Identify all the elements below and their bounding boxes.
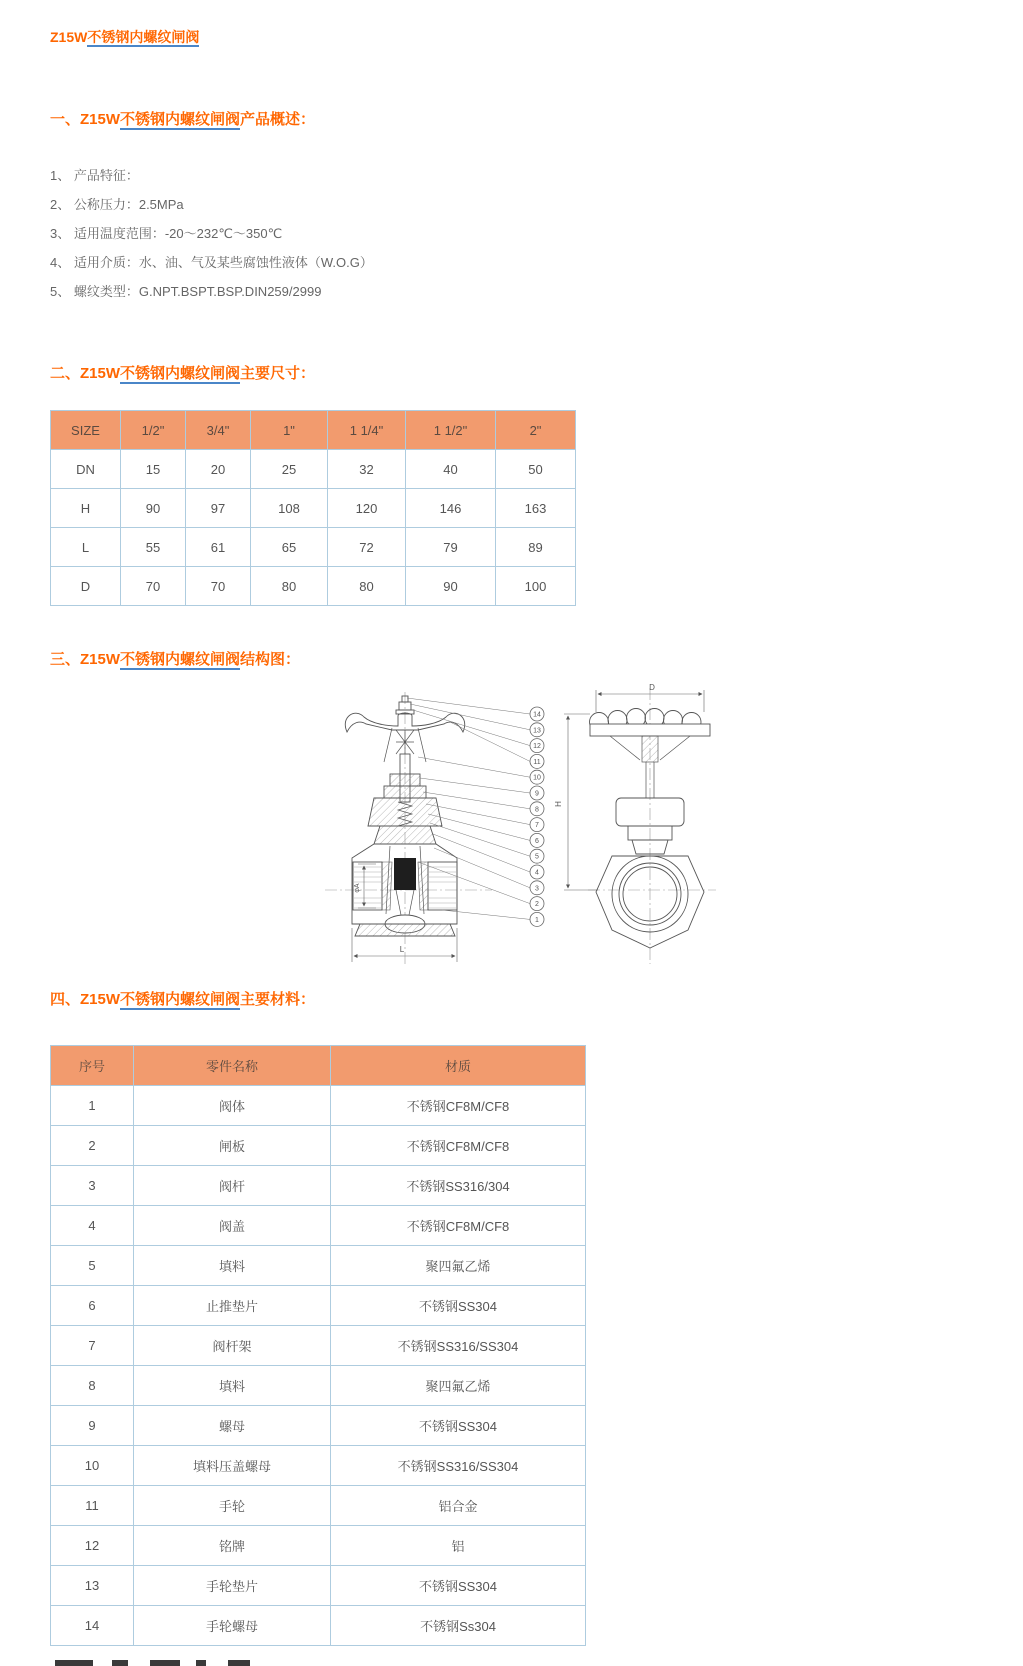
table-row bbox=[51, 1366, 586, 1406]
cell: 10 bbox=[51, 1446, 134, 1486]
table-row bbox=[51, 450, 576, 489]
cell: H bbox=[51, 489, 121, 528]
cutoff-text-fragment bbox=[112, 1660, 128, 1666]
cell: 不锈钢SS316/SS304 bbox=[331, 1446, 586, 1486]
cell: 阀盖 bbox=[134, 1206, 331, 1246]
overview-list-item: 1、 产品特征： bbox=[50, 168, 139, 183]
table-row bbox=[51, 1606, 586, 1646]
packing-gland-nut bbox=[390, 774, 420, 786]
header-cell: 1" bbox=[251, 411, 328, 450]
header-cell: 材质 bbox=[331, 1046, 586, 1086]
heading-text: 一、Z15W bbox=[50, 111, 121, 128]
cell: 闸板 bbox=[134, 1126, 331, 1166]
dim-label-l: L bbox=[399, 945, 405, 954]
cutoff-text-fragment bbox=[228, 1660, 250, 1666]
cell: 80 bbox=[328, 567, 406, 606]
heading-text: 三、Z15W bbox=[50, 651, 121, 668]
cutoff-text-fragment bbox=[55, 1660, 93, 1666]
table-row bbox=[51, 1486, 586, 1526]
valve-side-view bbox=[554, 683, 716, 964]
cell: 铝 bbox=[331, 1526, 586, 1566]
heading-link[interactable]: 不锈钢内螺纹闸阀 bbox=[120, 991, 241, 1008]
cell: 15 bbox=[121, 450, 186, 489]
cell: 70 bbox=[121, 567, 186, 606]
header-cell: 1 1/2" bbox=[406, 411, 496, 450]
heading-text: 产品概述： bbox=[240, 111, 316, 128]
cutoff-text-fragment bbox=[150, 1660, 180, 1666]
callout-number: 12 bbox=[533, 743, 541, 751]
cell: 90 bbox=[406, 567, 496, 606]
cutoff-text-fragment bbox=[196, 1660, 206, 1666]
cell: D bbox=[51, 567, 121, 606]
union-nut bbox=[374, 826, 436, 844]
cell: DN bbox=[51, 450, 121, 489]
page-title-prefix: Z15W bbox=[50, 29, 88, 45]
callout-number: 11 bbox=[533, 758, 541, 766]
cell: 6 bbox=[51, 1286, 134, 1326]
table-header-row bbox=[51, 411, 576, 450]
overview-list-item: 5、 螺纹类型：G.NPT.BSPT.BSP.DIN259/2999 bbox=[50, 284, 322, 299]
callout-number: 14 bbox=[533, 711, 541, 719]
heading-text: 四、Z15W bbox=[50, 991, 121, 1008]
section-heading-dimensions bbox=[50, 362, 315, 383]
gland-flange bbox=[384, 786, 426, 798]
cell: 填料 bbox=[134, 1246, 331, 1286]
cell: 20 bbox=[186, 450, 251, 489]
cell: 不锈钢SS304 bbox=[331, 1406, 586, 1446]
heading-link[interactable]: 不锈钢内螺纹闸阀 bbox=[120, 365, 241, 382]
table-row bbox=[51, 1286, 586, 1326]
section-heading-structure bbox=[50, 648, 300, 669]
heading-link[interactable]: 不锈钢内螺纹闸阀 bbox=[120, 111, 241, 128]
cell: 3 bbox=[51, 1166, 134, 1206]
cell: 61 bbox=[186, 528, 251, 567]
cell: 163 bbox=[496, 489, 576, 528]
callout-leader-13 bbox=[410, 704, 530, 730]
dimensions-table bbox=[50, 410, 576, 606]
cell: 手轮 bbox=[134, 1486, 331, 1526]
table-row bbox=[51, 1326, 586, 1366]
header-cell: 3/4" bbox=[186, 411, 251, 450]
callout-number: 13 bbox=[533, 727, 541, 735]
table-row bbox=[51, 1086, 586, 1126]
table-row bbox=[51, 1566, 586, 1606]
dim-label-phi-a: φA bbox=[354, 883, 361, 893]
callout-number: 5 bbox=[535, 853, 539, 861]
callout-number: 4 bbox=[535, 869, 539, 877]
cell: 50 bbox=[496, 450, 576, 489]
callout-number: 3 bbox=[535, 885, 539, 893]
cell: 79 bbox=[406, 528, 496, 567]
cell: 7 bbox=[51, 1326, 134, 1366]
cell: 97 bbox=[186, 489, 251, 528]
materials-table bbox=[50, 1045, 586, 1646]
cell: 不锈钢SS316/304 bbox=[331, 1166, 586, 1206]
cell: 89 bbox=[496, 528, 576, 567]
cell: 65 bbox=[251, 528, 328, 567]
header-cell: 零件名称 bbox=[134, 1046, 331, 1086]
header-cell: 1/2" bbox=[121, 411, 186, 450]
cell: 25 bbox=[251, 450, 328, 489]
callout-leader-12 bbox=[413, 710, 530, 746]
cell: 阀体 bbox=[134, 1086, 331, 1126]
cell: 聚四氟乙烯 bbox=[331, 1366, 586, 1406]
table-row bbox=[51, 1166, 586, 1206]
page-title-link[interactable]: 不锈钢内螺纹闸阀 bbox=[87, 29, 200, 45]
callout-number: 1 bbox=[535, 916, 539, 924]
heading-link[interactable]: 不锈钢内螺纹闸阀 bbox=[120, 651, 241, 668]
table-header-row bbox=[51, 1046, 586, 1086]
callout-leader-4 bbox=[433, 834, 530, 872]
cell: 不锈钢CF8M/CF8 bbox=[331, 1126, 586, 1166]
table-row bbox=[51, 1206, 586, 1246]
dim-h bbox=[564, 714, 598, 890]
cell: 聚四氟乙烯 bbox=[331, 1246, 586, 1286]
callout-leader-5 bbox=[430, 823, 530, 856]
heading-text: 主要材料： bbox=[240, 991, 316, 1008]
overview-list-item: 3、 适用温度范围：-20～232℃～350℃ bbox=[50, 226, 283, 241]
cell: 螺母 bbox=[134, 1406, 331, 1446]
cell: 手轮螺母 bbox=[134, 1606, 331, 1646]
callout-leader-14 bbox=[407, 698, 530, 714]
cell: 手轮垫片 bbox=[134, 1566, 331, 1606]
cell: 8 bbox=[51, 1366, 134, 1406]
heading-text: 主要尺寸： bbox=[240, 365, 316, 382]
callout-number: 9 bbox=[535, 790, 539, 798]
cell: 9 bbox=[51, 1406, 134, 1446]
callout-leader-2 bbox=[418, 862, 530, 904]
cell: 72 bbox=[328, 528, 406, 567]
callout-leader-7 bbox=[426, 804, 530, 825]
cell: 108 bbox=[251, 489, 328, 528]
cell: 不锈钢SS304 bbox=[331, 1286, 586, 1326]
cell: 1 bbox=[51, 1086, 134, 1126]
cell: 14 bbox=[51, 1606, 134, 1646]
cell: 止推垫片 bbox=[134, 1286, 331, 1326]
table-row bbox=[51, 489, 576, 528]
cell: 铭牌 bbox=[134, 1526, 331, 1566]
cell: 80 bbox=[251, 567, 328, 606]
section-heading-overview bbox=[50, 108, 315, 129]
dim-label-h: H bbox=[554, 801, 563, 807]
table-row bbox=[51, 1446, 586, 1486]
table-row bbox=[51, 567, 576, 606]
valve-section-view bbox=[325, 692, 492, 964]
table-row bbox=[51, 1126, 586, 1166]
header-cell: 1 1/4" bbox=[328, 411, 406, 450]
cell: 5 bbox=[51, 1246, 134, 1286]
cell: 阀杆 bbox=[134, 1166, 331, 1206]
cell: 不锈钢Ss304 bbox=[331, 1606, 586, 1646]
cell: 55 bbox=[121, 528, 186, 567]
header-cell: SIZE bbox=[51, 411, 121, 450]
callout-leader-1 bbox=[442, 910, 530, 919]
cell: 不锈钢CF8M/CF8 bbox=[331, 1086, 586, 1126]
cell: 阀杆架 bbox=[134, 1326, 331, 1366]
table-row bbox=[51, 1406, 586, 1446]
cell: 不锈钢SS316/SS304 bbox=[331, 1326, 586, 1366]
gate-disc bbox=[394, 858, 416, 890]
table-row bbox=[51, 1526, 586, 1566]
cell: 填料 bbox=[134, 1366, 331, 1406]
cell: 90 bbox=[121, 489, 186, 528]
cell: 2 bbox=[51, 1126, 134, 1166]
cell: 146 bbox=[406, 489, 496, 528]
callout-leader-10 bbox=[418, 757, 530, 777]
cell: 12 bbox=[51, 1526, 134, 1566]
callout-leader-9 bbox=[420, 778, 530, 793]
cell: 4 bbox=[51, 1206, 134, 1246]
callout-number: 8 bbox=[535, 806, 539, 814]
cell: 11 bbox=[51, 1486, 134, 1526]
valve-structure-diagram bbox=[300, 662, 720, 974]
section-heading-materials bbox=[50, 988, 315, 1009]
header-cell: 2" bbox=[496, 411, 576, 450]
cell: 40 bbox=[406, 450, 496, 489]
table-row bbox=[51, 1246, 586, 1286]
cell: 填料压盖螺母 bbox=[134, 1446, 331, 1486]
page-title bbox=[50, 27, 199, 47]
heading-text: 二、Z15W bbox=[50, 365, 121, 382]
cell: L bbox=[51, 528, 121, 567]
cell: 铝合金 bbox=[331, 1486, 586, 1526]
overview-list bbox=[50, 161, 373, 306]
table-row bbox=[51, 528, 576, 567]
overview-list-item: 4、 适用介质：水、油、气及某些腐蚀性液体（W.O.G） bbox=[50, 255, 373, 270]
callout-leader-8 bbox=[423, 792, 530, 809]
cell: 120 bbox=[328, 489, 406, 528]
threaded-bore-right bbox=[428, 862, 457, 910]
cell: 13 bbox=[51, 1566, 134, 1606]
header-cell: 序号 bbox=[51, 1046, 134, 1086]
cell: 32 bbox=[328, 450, 406, 489]
callout-number: 2 bbox=[535, 901, 539, 909]
callout-number: 6 bbox=[535, 837, 539, 845]
cell: 不锈钢SS304 bbox=[331, 1566, 586, 1606]
dim-label-d: D bbox=[649, 683, 655, 692]
cell: 100 bbox=[496, 567, 576, 606]
body-foot bbox=[355, 924, 455, 936]
callout-number: 10 bbox=[533, 774, 541, 782]
cell: 70 bbox=[186, 567, 251, 606]
cell: 不锈钢CF8M/CF8 bbox=[331, 1206, 586, 1246]
overview-list-item: 2、 公称压力：2.5MPa bbox=[50, 197, 184, 212]
callout-number: 7 bbox=[535, 822, 539, 830]
heading-text: 结构图： bbox=[240, 651, 301, 668]
